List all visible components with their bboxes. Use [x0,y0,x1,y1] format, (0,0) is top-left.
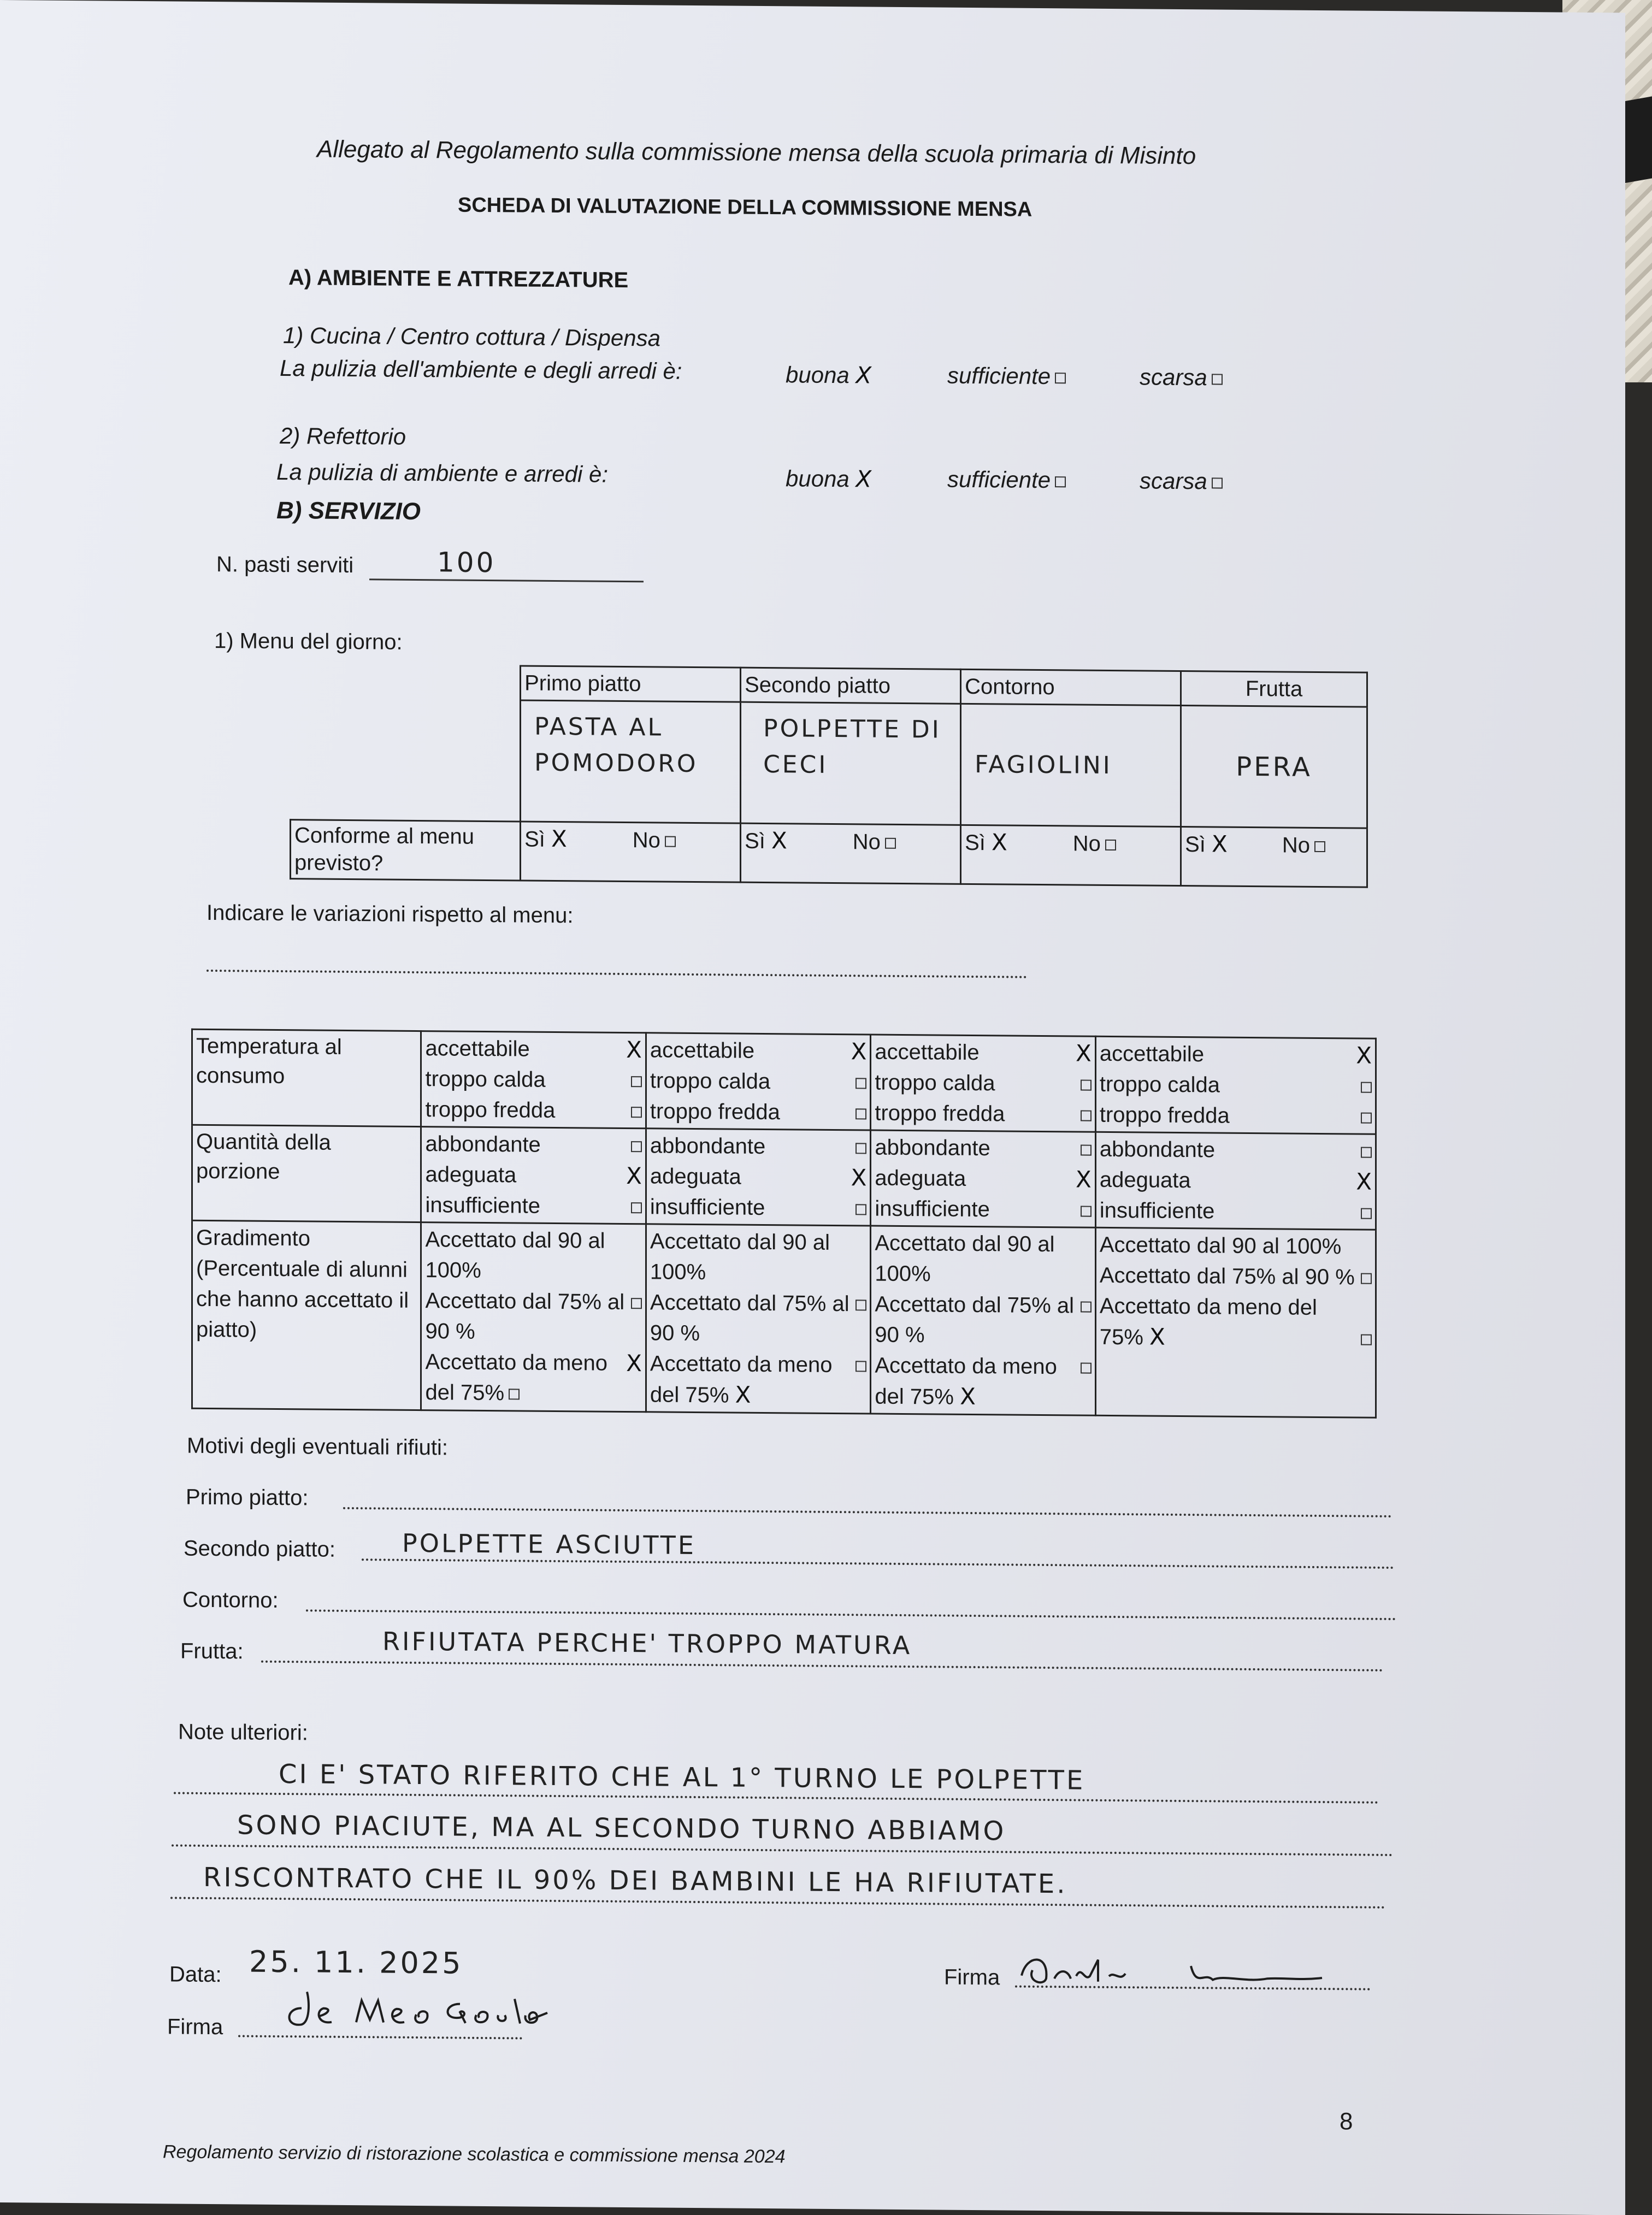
opt-buona-label: buona [786,465,849,492]
opt-label: Accettato dal 75% al 90 % [1099,1263,1355,1290]
checkbox-empty[interactable] [1055,373,1066,383]
mark-checked: X [771,827,787,854]
conforme-contorno [961,825,1181,885]
checkbox-empty[interactable] [1361,1147,1372,1158]
opt-label: Accettato dal 75% al 90 % [425,1289,625,1344]
primo-rifiuti-label: Primo piatto: [186,1485,309,1510]
opt-sufficiente-label: sufficiente [947,466,1051,493]
opt-75-90 [650,1287,866,1350]
mark-checked: X [1356,1168,1372,1195]
evaluation-table [191,1029,1377,1419]
checkbox-empty[interactable] [856,1108,866,1119]
section-a-heading: A) AMBIENTE E ATTREZZATURE [288,265,629,293]
pasti-value[interactable]: 100 [437,546,496,579]
contorno-rifiuti-label: Contorno: [182,1587,279,1613]
opt-insufficiente [1100,1195,1372,1228]
opt-sufficiente-label: sufficiente [947,362,1051,389]
opt-label: insufficiente [650,1195,765,1220]
opt-troppo-fredda [1100,1100,1372,1132]
opt-accettabile [425,1033,641,1065]
opt-buona-label: buona [786,362,849,388]
temperatura-frutta [1095,1036,1376,1134]
checkbox-empty[interactable] [1361,1113,1372,1124]
menu-table-spacer [291,699,521,822]
signature-right [1016,1948,1344,1995]
note-text-3[interactable]: RISCONTRATO CHE IL 90% DEI BAMBINI LE HA RIFIUTATE. [203,1862,1067,1900]
opt-label: accettabile [650,1038,755,1063]
checkbox-empty[interactable] [1361,1082,1372,1093]
gradimento-label: Gradimento (Percentuale di alunni che hanno accettato il piatto) [192,1220,421,1410]
quantita-frutta [1095,1132,1376,1230]
checkbox-empty[interactable] [1081,1363,1092,1374]
checkbox-empty[interactable] [665,836,676,847]
menu-table-corner [291,664,521,700]
opt-troppo-calda [425,1064,641,1096]
opt-scarsa-label: scarsa [1140,468,1207,494]
temperatura-secondo [646,1033,870,1130]
menu-label: 1) Menu del giorno: [214,629,403,654]
cucina-buona [786,361,871,388]
si-label: Sì [745,829,765,854]
frutta-rifiuti-label: Frutta: [180,1639,244,1664]
checkbox-empty[interactable] [1081,1145,1092,1156]
opt-label: troppo calda [425,1067,546,1092]
refettorio-buona [786,465,871,492]
opt-label: troppo calda [1099,1072,1220,1097]
mark-checked: X [992,829,1007,856]
mark-checked: X [960,1383,976,1410]
allegato-line: Allegato al Regolamento sulla commissione mensa della scuola primaria di Misinto [317,135,1196,170]
opt-90-100 [425,1224,641,1287]
opt-label: abbondante [650,1133,766,1159]
data-value[interactable]: 25. 11. 2025 [249,1944,463,1981]
dish-primo[interactable]: PASTA AL POMODORO [521,700,741,823]
cucina-label: La pulizia dell'ambiente e degli arredi è: [280,355,682,384]
note-label: Note ulteriori: [178,1720,308,1745]
conforme-primo [521,822,741,882]
mark-checked: X [851,1164,867,1191]
opt-label: Accettato dal 90 al 100% [1099,1232,1342,1259]
opt-label: insufficiente [1099,1198,1215,1224]
checkbox-empty[interactable] [856,1143,866,1154]
checkbox-empty[interactable] [1081,1111,1092,1121]
opt-adeguata [425,1159,641,1191]
quantita-secondo [646,1129,870,1226]
mark-checked: X [1149,1323,1165,1350]
checkbox-empty[interactable] [856,1361,866,1372]
opt-label: Accettato dal 90 al 100% [650,1229,830,1285]
opt-meno-75 [650,1348,866,1411]
opt-label: adeguata [1099,1167,1191,1193]
page-number: 8 [1340,2108,1353,2135]
checkbox-empty[interactable] [856,1300,866,1310]
mark-checked: X [1076,1166,1092,1193]
checkbox-empty[interactable] [856,1078,866,1089]
menu-header-secondo: Secondo piatto [741,668,961,704]
gradimento-secondo [646,1224,870,1414]
mark-checked: X [735,1381,751,1408]
firma-label-left: Firma [167,2015,223,2040]
mark-checked: X [626,1350,642,1377]
opt-label: accettabile [425,1036,530,1061]
opt-90-100 [1100,1230,1372,1262]
cucina-sufficiente [947,363,1066,390]
refettorio-scarsa [1140,468,1223,494]
note-line-1 [174,1792,1379,1803]
secondo-rifiuti-line [362,1558,1394,1569]
variazioni-label: Indicare le variazioni rispetto al menu: [206,900,574,928]
rifiuti-label: Motivi degli eventuali rifiuti: [187,1433,448,1460]
primo-rifiuti-line[interactable] [343,1507,1392,1517]
checkbox-empty[interactable] [1105,840,1116,850]
mark-checked: X [551,825,567,853]
opt-label: Accettato da meno del 75% [875,1353,1057,1409]
opt-meno-75 [1100,1291,1372,1355]
opt-label: troppo calda [875,1070,995,1096]
opt-label: troppo calda [650,1068,771,1094]
conforme-frutta [1181,826,1367,887]
opt-abbondante [425,1129,641,1161]
opt-accettabile [875,1037,1091,1069]
opt-label: accettabile [1099,1041,1205,1067]
opt-label: accettabile [875,1039,980,1065]
opt-adeguata [650,1161,866,1193]
opt-label: Accettato dal 75% al 90 % [650,1290,849,1346]
opt-75-90 [875,1289,1091,1352]
mark-checked: X [1076,1039,1092,1067]
conforme-secondo [741,823,961,884]
checkbox-empty[interactable] [631,1202,642,1213]
checkbox-empty[interactable] [1212,477,1223,488]
mark-checked: X [1212,830,1228,858]
opt-insufficiente [650,1191,866,1224]
menu-header-primo: Primo piatto [521,666,741,702]
opt-troppo-calda [650,1065,866,1097]
note-line-3 [170,1897,1385,1908]
opt-adeguata [875,1163,1091,1195]
temperatura-label: Temperatura al consumo [192,1029,421,1126]
menu-table [290,663,1368,888]
opt-75-90 [1100,1260,1372,1293]
si-label: Sì [965,830,986,855]
opt-troppo-calda [875,1067,1091,1100]
quantita-contorno [871,1130,1095,1227]
checkbox-empty[interactable] [1212,374,1223,385]
checkbox-empty[interactable] [1361,1208,1372,1219]
opt-accettabile [1100,1038,1372,1071]
cucina-scarsa [1140,364,1223,391]
mark-checked: X [856,362,872,389]
opt-label: abbondante [1099,1137,1216,1162]
note-line-2 [172,1844,1393,1856]
gradimento-frutta [1095,1227,1376,1417]
opt-troppo-fredda [875,1098,1091,1130]
si-label: Sì [524,827,545,852]
opt-label: insufficiente [425,1193,540,1218]
opt-90-100 [650,1226,866,1289]
opt-troppo-fredda [650,1096,866,1128]
refettorio-title: 2) Refettorio [280,423,406,450]
opt-label: adeguata [650,1164,741,1189]
dish-contorno[interactable]: FAGIOLINI [961,704,1181,826]
checkbox-empty[interactable] [631,1107,642,1118]
opt-label: Accettato da meno del 75% [650,1351,833,1408]
opt-label: abbondante [425,1132,541,1157]
no-label: No [1072,831,1101,856]
no-label: No [632,828,660,853]
quantita-primo [421,1127,646,1224]
contorno-rifiuti-line[interactable] [306,1609,1396,1620]
opt-troppo-calda [1100,1069,1372,1102]
dish-frutta[interactable]: PERA [1181,705,1367,828]
menu-header-frutta: Frutta [1181,671,1367,707]
temperatura-contorno [871,1035,1095,1132]
checkbox-empty[interactable] [1361,1334,1372,1345]
gradimento-contorno [871,1226,1095,1415]
firma-label-right: Firma [944,1965,1000,1990]
checkbox-empty[interactable] [1081,1302,1092,1313]
signature-left [280,1986,597,2038]
opt-insufficiente [875,1194,1091,1226]
opt-meno-75 [425,1346,641,1409]
si-label: Sì [1185,832,1206,857]
mark-checked: X [1356,1042,1372,1069]
opt-label: adeguata [875,1166,966,1191]
opt-label: adeguata [425,1162,517,1188]
opt-adeguata [1100,1165,1372,1197]
checkbox-empty[interactable] [856,1204,866,1215]
opt-75-90 [425,1285,642,1377]
opt-label: Accettato dal 75% al 90 % [875,1292,1075,1348]
pasti-underline [369,578,644,582]
opt-90-100 [875,1228,1091,1291]
mark-checked: X [856,465,872,493]
checkbox-empty[interactable] [631,1141,642,1152]
checkbox-empty[interactable] [885,838,896,849]
variazioni-line[interactable] [206,970,1027,978]
checkbox-empty[interactable] [509,1389,520,1400]
opt-label: Accettato dal 90 al 100% [875,1231,1055,1286]
no-label: No [1282,833,1310,858]
checkbox-empty[interactable] [1314,841,1325,852]
data-label: Data: [169,1962,222,1987]
secondo-rifiuti-value[interactable]: POLPETTE ASCIUTTE [402,1528,696,1561]
opt-troppo-fredda [425,1094,641,1126]
opt-label: Accettato dal 90 al 100% [425,1227,605,1283]
mark-checked: X [851,1038,867,1065]
section-b-heading: B) SERVIZIO [276,497,421,525]
opt-label: abbondante [875,1135,990,1161]
checkbox-empty[interactable] [1055,476,1066,487]
opt-scarsa-label: scarsa [1140,364,1207,391]
checkbox-empty[interactable] [1081,1080,1092,1091]
refettorio-sufficiente [947,466,1066,494]
checkbox-empty[interactable] [1081,1206,1092,1217]
gradimento-primo [421,1222,646,1412]
pasti-label: N. pasti serviti [216,552,354,578]
opt-label: Accettato da meno del 75% [1099,1293,1317,1350]
checkbox-empty[interactable] [1361,1273,1372,1284]
opt-label: troppo fredda [875,1101,1005,1126]
temperatura-primo [421,1031,646,1129]
cucina-title: 1) Cucina / Centro cottura / Dispensa [283,322,660,351]
conforme-label: Conforme al menu previsto? [291,820,521,881]
form-title: SCHEDA DI VALUTAZIONE DELLA COMMISSIONE MENSA [458,193,1032,221]
dish-secondo[interactable]: POLPETTE DI CECI [741,702,961,825]
opt-accettabile [650,1035,866,1067]
menu-header-contorno: Contorno [961,669,1181,705]
opt-abbondante [1100,1134,1372,1167]
frutta-rifiuti-value[interactable]: RIFIUTATA PERCHE' TROPPO MATURA [382,1626,912,1661]
opt-label: troppo fredda [650,1099,780,1125]
note-text-2[interactable]: SONO PIACIUTE, MA AL SECONDO TURNO ABBIAMO [237,1810,1006,1847]
opt-abbondante [875,1132,1091,1165]
checkbox-empty[interactable] [631,1298,642,1309]
opt-label: insufficiente [875,1196,990,1222]
checkbox-empty[interactable] [631,1076,642,1087]
mark-checked: X [626,1036,642,1064]
opt-label: Accettato da meno del 75% [425,1350,608,1405]
opt-label: troppo fredda [425,1097,556,1123]
no-label: No [852,830,881,854]
secondo-rifiuti-label: Secondo piatto: [184,1536,335,1562]
opt-insufficiente [425,1190,641,1222]
opt-label: troppo fredda [1099,1102,1230,1128]
page-footer: Regolamento servizio di ristorazione scolastica e commissione mensa 2024 [163,2141,786,2167]
mark-checked: X [626,1162,642,1190]
note-text-1[interactable]: CI E' STATO RIFERITO CHE AL 1° TURNO LE POLPETTE [279,1759,1085,1796]
frutta-rifiuti-line [261,1661,1383,1671]
quantita-label: Quantità della porzione [192,1125,421,1222]
opt-abbondante [650,1130,866,1162]
opt-meno-75 [875,1350,1091,1414]
refettorio-label: La pulizia di ambiente e arredi è: [276,458,609,487]
